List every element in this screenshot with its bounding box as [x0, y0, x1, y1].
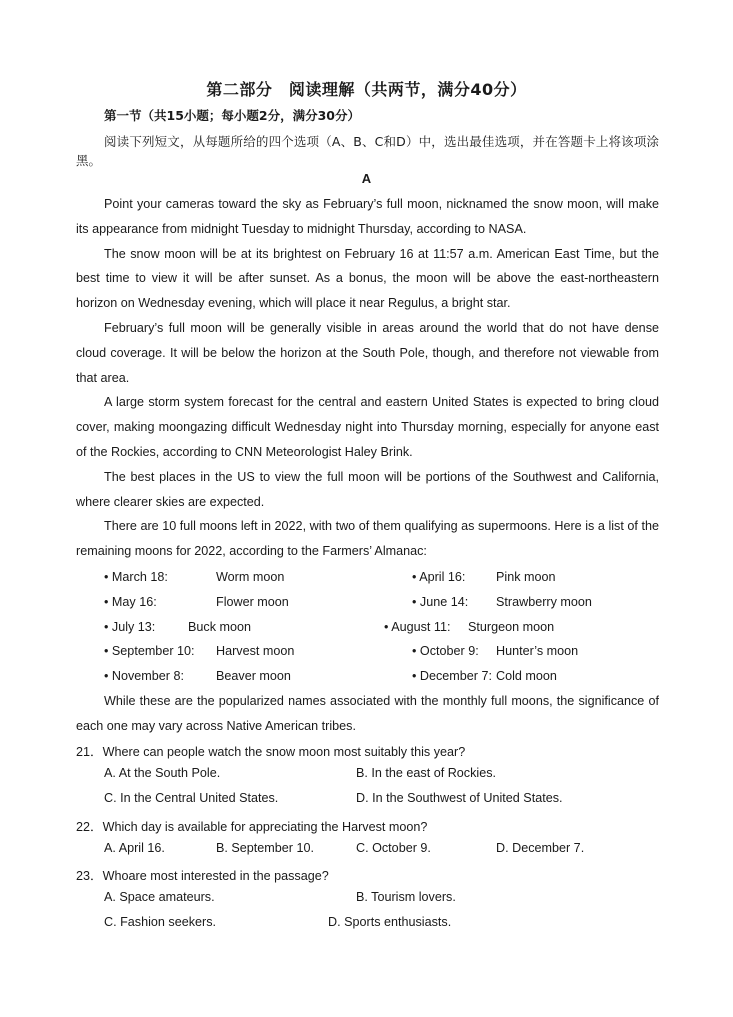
moon-row	[104, 615, 664, 640]
paragraph: February’s full moon will be generally visible in areas around the world that do not have dense cloud coverage. It will be below the horizon at the South Pole, though, and therefore not viewable from that area.	[76, 320, 659, 385]
moon-name: Strawberry moon	[496, 594, 592, 609]
moon-date: • July 13:	[104, 619, 156, 634]
moon-name: Cold moon	[496, 669, 557, 684]
moon-date: • December 7:	[412, 669, 493, 684]
part-title: 第二部分 阅读理解（共两节，满分40分）	[206, 80, 527, 99]
closing-paragraph	[76, 689, 659, 739]
paragraph: There are 10 full moons left in 2022, with two of them qualifying as supermoons. Here is a list of the remaining moons for 2022, according to the Farmers’ Almanac:	[76, 519, 659, 559]
passage-body	[76, 192, 659, 564]
paragraph: A large storm system forecast for the central and eastern United States is expected to bring cloud cover, making moongazing difficult Wednesday night into Thursday morning, especially for anyone east of the Rockies, according to CNN Meteorologist Haley Brink.	[76, 395, 659, 459]
moon-date: • October 9:	[412, 644, 479, 659]
moon-date: • April 16:	[412, 570, 466, 584]
answer-option[interactable]: C. October 9.	[356, 841, 431, 855]
moon-list	[104, 565, 664, 689]
answer-option[interactable]: C. In the Central United States.	[104, 791, 279, 805]
section-heading: 第一节（共15小题；每小题2分，满分30分）	[104, 108, 360, 123]
passage-letter: A	[361, 171, 372, 186]
moon-row	[104, 565, 664, 590]
answer-option[interactable]: A. Space amateurs.	[104, 890, 215, 904]
moon-date: • March 18:	[104, 570, 168, 584]
answer-option[interactable]: B. Tourism lovers.	[356, 890, 456, 904]
question-stem: 21．Where can people watch the snow moon most suitably this year?	[76, 745, 466, 759]
answer-option[interactable]: A. At the South Pole.	[104, 766, 221, 780]
moon-name: Harvest moon	[216, 644, 295, 659]
answer-option[interactable]: D. Sports enthusiasts.	[328, 915, 452, 929]
moon-name: Flower moon	[216, 594, 289, 609]
moon-row	[104, 664, 664, 689]
answer-option[interactable]: A. April 16.	[104, 841, 165, 855]
moon-date: • November 8:	[104, 669, 185, 684]
moon-row	[104, 590, 664, 615]
moon-name: Pink moon	[496, 570, 556, 584]
moon-name: Beaver moon	[216, 669, 291, 684]
question-stem: 23．Whoare most interested in the passage?	[76, 869, 329, 883]
answer-option[interactable]: D. In the Southwest of United States.	[356, 791, 563, 805]
paragraph: Point your cameras toward the sky as February’s full moon, nicknamed the snow moon, will make its appearance from midnight Tuesday to midnight Thursday, according to NASA.	[76, 197, 659, 236]
question-stem: 22．Which day is available for appreciating the Harvest moon?	[76, 820, 428, 834]
moon-date: • May 16:	[104, 594, 157, 609]
moon-name: Hunter’s moon	[496, 644, 579, 659]
moon-name: Sturgeon moon	[468, 619, 555, 634]
moon-name: Buck moon	[188, 619, 251, 634]
moon-date: • August 11:	[384, 619, 451, 634]
moon-date: • June 14:	[412, 594, 469, 609]
moon-row	[104, 639, 664, 664]
instructions: 阅读下列短文，从每题所给的四个选项（A、B、C和D）中，选出最佳选项，并在答题卡上将该项涂黑。	[76, 134, 659, 168]
moon-name: Worm moon	[216, 570, 285, 584]
moon-date: • September 10:	[104, 644, 195, 659]
paragraph: The snow moon will be at its brightest on February 16 at 11:57 a.m. American East Time, but the best time to view it will be after sunset. As a bonus, the moon will be above the east-northeastern horizon on Wednesday evening, which will place it near Regulus, a bright star.	[76, 246, 659, 311]
paragraph: The best places in the US to view the full moon will be portions of the Southwest and California, where clearer skies are expected.	[76, 469, 659, 509]
answer-option[interactable]: D. December 7.	[496, 841, 585, 855]
answer-option[interactable]: B. In the east of Rockies.	[356, 766, 497, 780]
answer-option[interactable]: B. September 10.	[216, 841, 315, 855]
answer-option[interactable]: C. Fashion seekers.	[104, 915, 216, 929]
paragraph: While these are the popularized names associated with the monthly full moons, the significance of each one may vary across Native American tribes.	[76, 694, 659, 733]
